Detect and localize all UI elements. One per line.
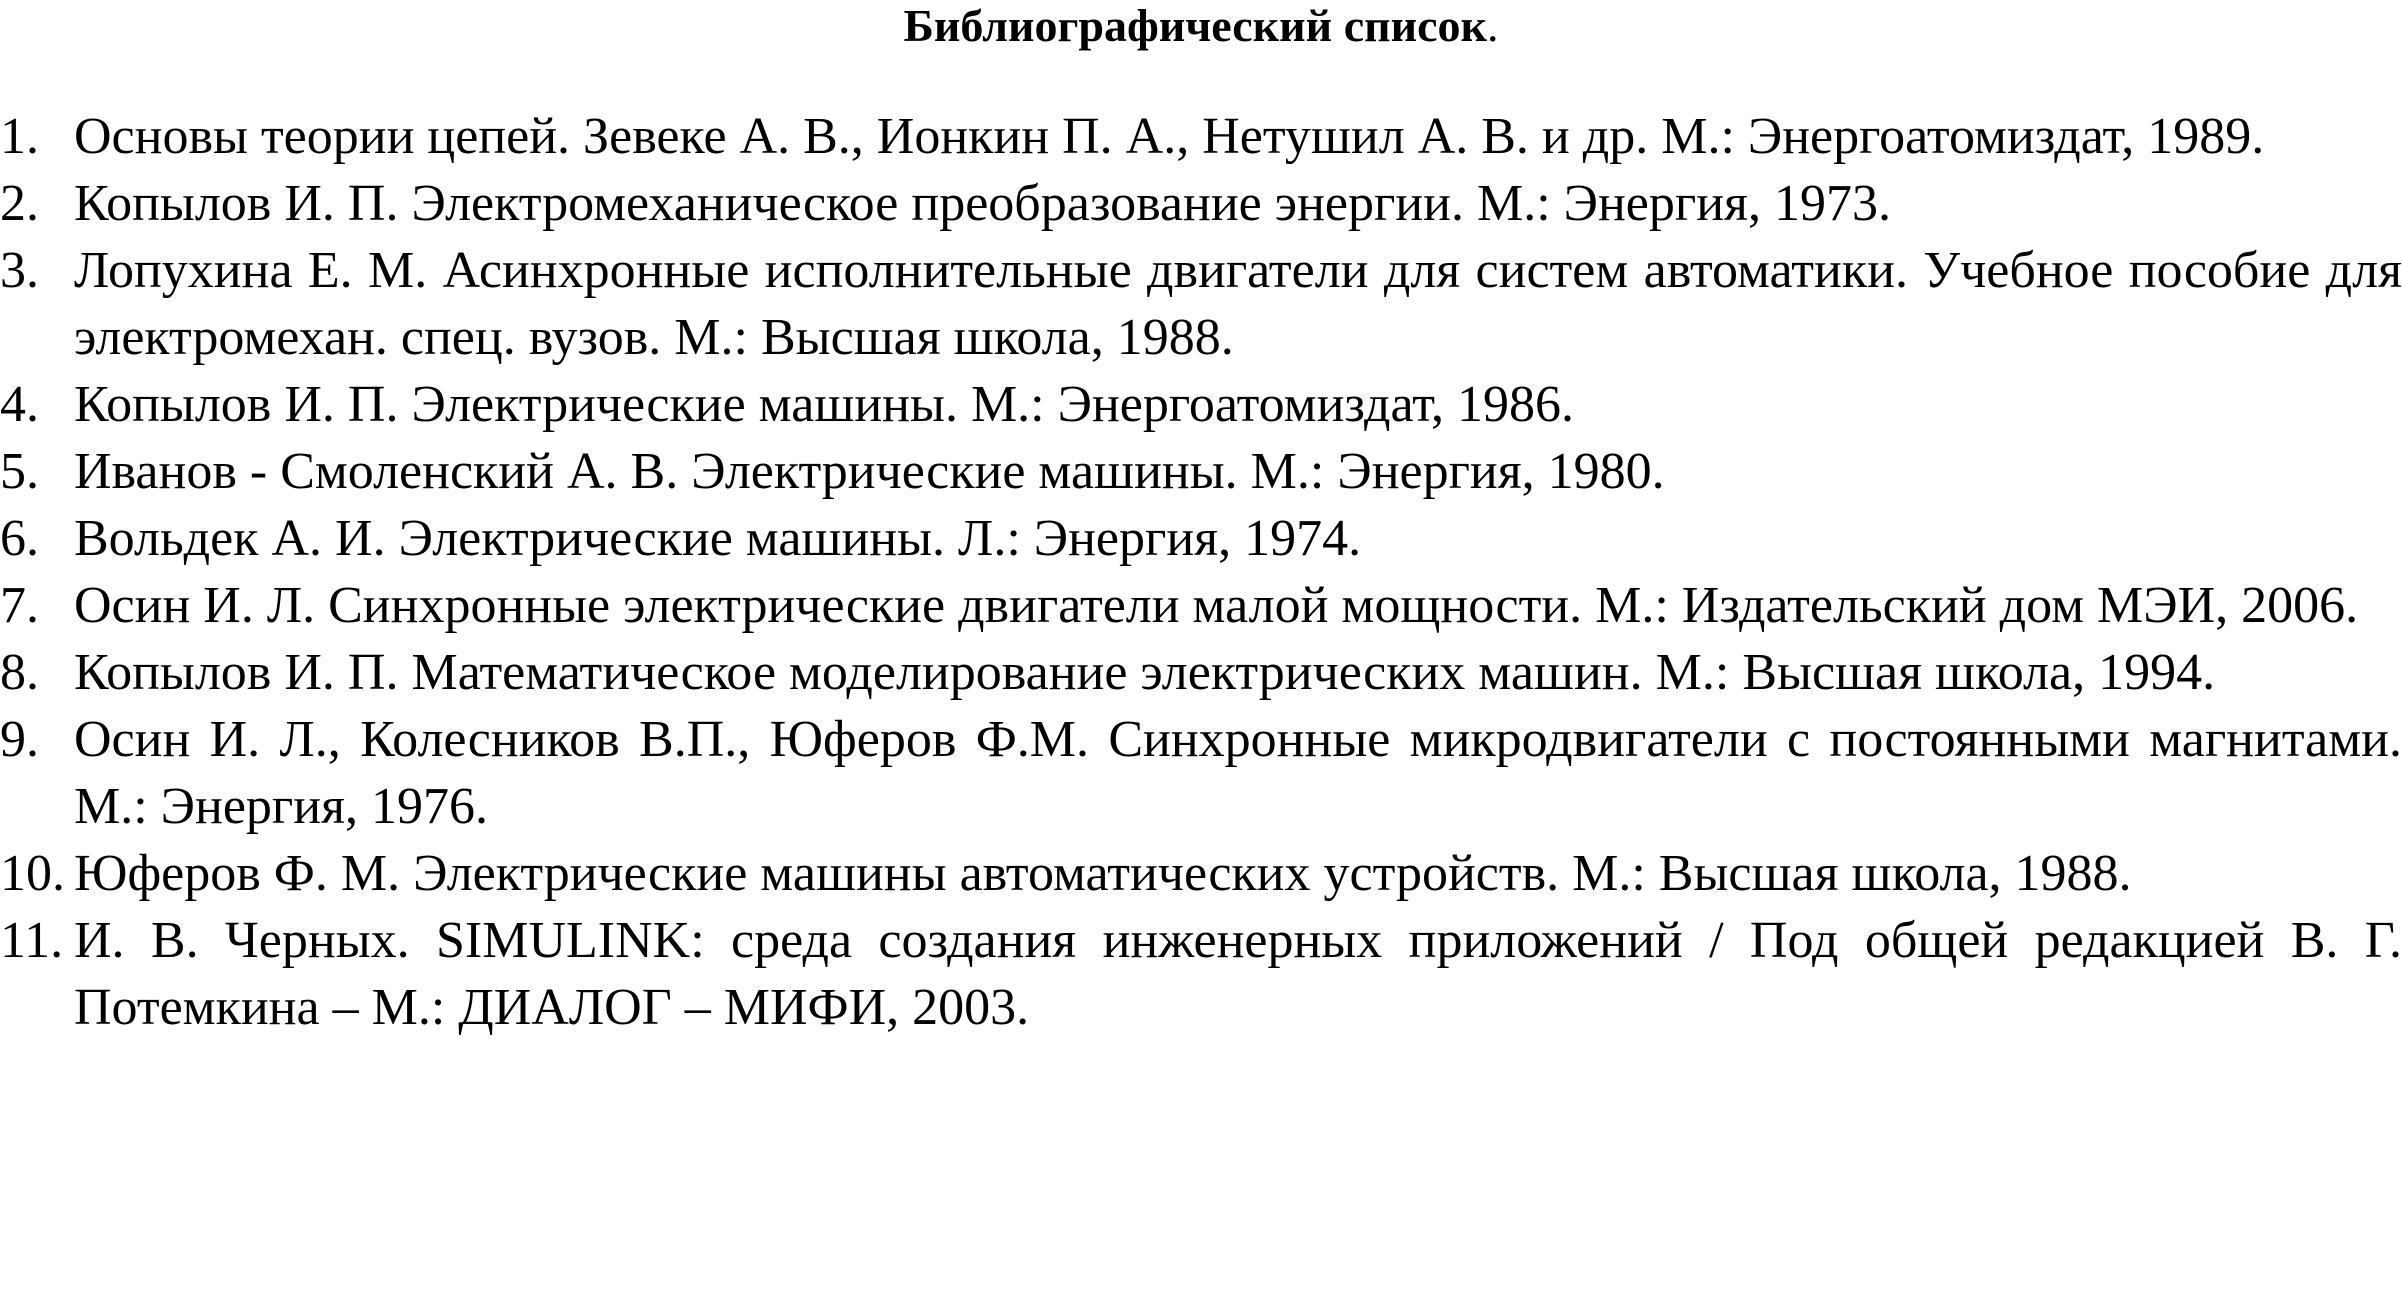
reference-text: Копылов И. П. Математическое моделирование электрических машин. М.: Высшая школа, 1994.: [74, 644, 2216, 701]
reference-text: Копылов И. П. Электромеханическое преобразование энергии. М.: Энергия, 1973.: [74, 175, 1891, 232]
reference-number: 8.: [0, 644, 39, 701]
reference-number: 2.: [0, 175, 39, 232]
bibliography-list: [0, 103, 2402, 1041]
reference-number: 5.: [0, 443, 39, 500]
reference-item: [0, 505, 2402, 572]
reference-number: 11.: [0, 912, 64, 969]
reference-item: [0, 907, 2402, 1041]
reference-item: [0, 639, 2402, 706]
reference-text: Юферов Ф. М. Электрические машины автоматических устройств. М.: Высшая школа, 1988.: [74, 845, 2132, 902]
reference-text: Иванов - Смоленский А. В. Электрические машины. М.: Энергия, 1980.: [74, 443, 1665, 500]
reference-item: [0, 237, 2402, 371]
page-title: [0, 0, 2402, 54]
reference-item: [0, 438, 2402, 505]
reference-text: И. В. Черных. SIMULINK: среда создания инженерных приложений / Под общей редакцией В. Г. Потемкина – М.: ДИАЛОГ – МИФИ, 2003.: [74, 912, 2402, 1036]
reference-number: 7.: [0, 577, 39, 634]
reference-text: Осин И. Л. Синхронные электрические двигатели малой мощности. М.: Издательский дом МЭИ, 2006.: [74, 577, 2359, 634]
reference-item: [0, 840, 2402, 907]
reference-text: Осин И. Л., Колесников В.П., Юферов Ф.М. Синхронные микродвигатели с постоянными магнитами. М.: Энергия, 1976.: [74, 711, 2402, 835]
page-title-dot: .: [1487, 0, 1499, 51]
reference-item: [0, 706, 2402, 840]
reference-number: 3.: [0, 242, 39, 299]
reference-item: [0, 572, 2402, 639]
reference-number: 6.: [0, 510, 39, 567]
reference-text: Основы теории цепей. Зевеке А. В., Ионкин П. А., Нетушил А. В. и др. М.: Энергоатомиздат, 1989.: [74, 108, 2265, 165]
reference-item: [0, 103, 2402, 170]
reference-number: 4.: [0, 376, 39, 433]
reference-text: Копылов И. П. Электрические машины. М.: Энергоатомиздат, 1986.: [74, 376, 1575, 433]
reference-item: [0, 371, 2402, 438]
reference-item: [0, 170, 2402, 237]
reference-number: 9.: [0, 711, 39, 768]
page-title-text: Библиографический список: [903, 0, 1488, 51]
reference-text: Лопухина Е. М. Асинхронные исполнительные двигатели для систем автоматики. Учебное пособие для электромехан. спец. вузов. М.: Высшая школа, 1988.: [74, 242, 2402, 366]
reference-number: 1.: [0, 108, 39, 165]
reference-number: 10.: [0, 845, 65, 902]
reference-text: Вольдек А. И. Электрические машины. Л.: Энергия, 1974.: [74, 510, 1362, 567]
